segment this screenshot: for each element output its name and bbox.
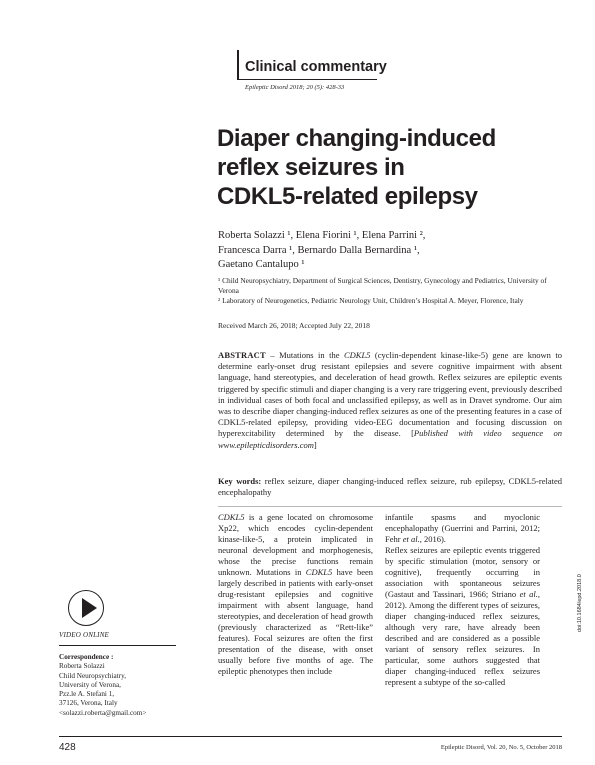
video-online-label: VIDEO ONLINE [59,631,110,639]
abstract-text: (cyclin-dependent kinase-like-5) gene are known to determine early-onset drug resistant epilepsies and severe cognitive impairment with absent language, hand stereotypies, and deceleration of head growth. Reflex seizures are epileptic events triggered by specific stimuli and diaper changing is a very rare triggering event, previously described in individual cases of both focal and unclassified epilepsy, as well as in Dravet syndrome. Our aim was to describe diaper changing-induced reflex seizures as one of the presenting features in a case of CDKL5-related epilepsy, providing video-EEG documentation and focusing discussion on hyperexcitability determined by the disease. [ [218,350,562,439]
keywords [218,476,562,498]
correspondence-block [59,653,209,718]
body-text: infantile spasms and myoclonic encephalopathy (Guerrini and Parrini, 2012; Fehr [385,512,540,544]
correspondence-line: Pzz.le A. Stefani 1, [59,690,115,699]
page-number: 428 [59,742,76,753]
correspondence-line: University of Verona, [59,680,121,689]
video-divider [59,645,176,646]
correspondence-line: Child Neuropsychiatry, [59,671,127,680]
abstract-text: ] [313,439,317,450]
received-dates: Received March 26, 2018; Accepted July 22, 2018 [218,321,370,330]
section-marker [237,50,239,80]
article-title [217,124,547,211]
body-text: have been largely described in patients with early-onset drug-resistant epilepsies and cognitive impairment with absent language, hand stereotypies, and deceleration of head growth (previously characterized as “Rett-like” features). Focal seizures are often the first presentation of the disease, with onset usually before five months of age. The epileptic phenotypes then include [218,567,373,676]
body-text: et al. [402,534,420,544]
body-text: , 2016). [419,534,446,544]
author-line: Francesca Darra ¹, Bernardo Dalla Bernardina ¹, [218,244,420,256]
correspondence-email[interactable]: <solazzi.roberta@gmail.com> [59,708,147,717]
gene-name: CDKL5 [343,350,371,360]
paragraph [385,512,540,545]
abstract-label: ABSTRACT [218,350,266,360]
body-column-right [385,512,540,688]
affiliation: ¹ Child Neuropsychiatry, Department of Surgical Sciences, Dentistry, Gynecology and Pediatrics, University of Verona [218,276,547,295]
keywords-text: reflex seizure, diaper changing-induced reflex seizure, rub epilepsy, CDKL5-related encephalopathy [218,476,562,498]
title-line: reflex seizures in [217,154,405,181]
body-text: et al. [519,589,538,599]
doi-label: doi:10.1684/epd.2018.0 [577,574,583,632]
correspondence-heading: Correspondence : [59,653,114,661]
keywords-label: Key words: [218,476,262,486]
title-line: CDKL5-related epilepsy [217,183,478,210]
footer-journal: Epileptic Disord, Vol. 20, No. 5, October 2018 [440,744,562,751]
body-text: Reflex seizures are epileptic events triggered by specific stimulation (motor, sensory or cognitive), frequently occurring in association with spontaneous seizures (Gastaut and Tassinari, 1966; Striano [385,545,540,599]
correspondence-line: 37126, Verona, Italy [59,699,118,708]
author-list [218,229,558,273]
footer-rule [59,736,562,737]
author-line: Roberta Solazzi ¹, Elena Fiorini ¹, Elena Parrini ², [218,230,426,241]
affiliations [218,276,563,307]
abstract [218,350,562,451]
section-title: Clinical commentary [245,59,387,75]
journal-citation: Epileptic Disord 2018; 20 (5): 428-33 [245,84,345,91]
gene-name: CDKL5 [305,567,333,577]
abstract-text: – Mutations in the [265,350,344,360]
title-line: Diaper changing-induced [217,125,496,152]
correspondence-line: Roberta Solazzi [59,662,105,671]
body-text: , 2012). Among the different types of seizures, diaper changing-induced reflex seizures, although very rare, have already been described and are considered as a possible variant of sensory reflex seizures. In particular, some authors suggested that diaper changing-induced reflex seizures represent a subtype of the so-called [385,589,540,687]
abstract-divider [218,506,562,507]
gene-name: CDKL5 [218,512,245,522]
paragraph [385,545,540,688]
body-column-left [218,512,373,677]
affiliation: ² Laboratory of Neurogenetics, Pediatric Neurology Unit, Children’s Hospital A. Meyer, Florence, Italy [218,296,524,305]
play-icon[interactable] [82,598,97,618]
section-rule [237,79,377,80]
video-note: Published with video sequence on www.epilepticdisorders.com [218,428,562,450]
body-text: is a gene located on chromosome Xp22, which encodes cyclin-dependent kinase-like-5, a protein implicated in neuronal development and morphogenesis, whose the precise functions remain unknown. Mutations in [218,512,373,577]
author-line: Gaetano Cantalupo ¹ [218,259,305,270]
